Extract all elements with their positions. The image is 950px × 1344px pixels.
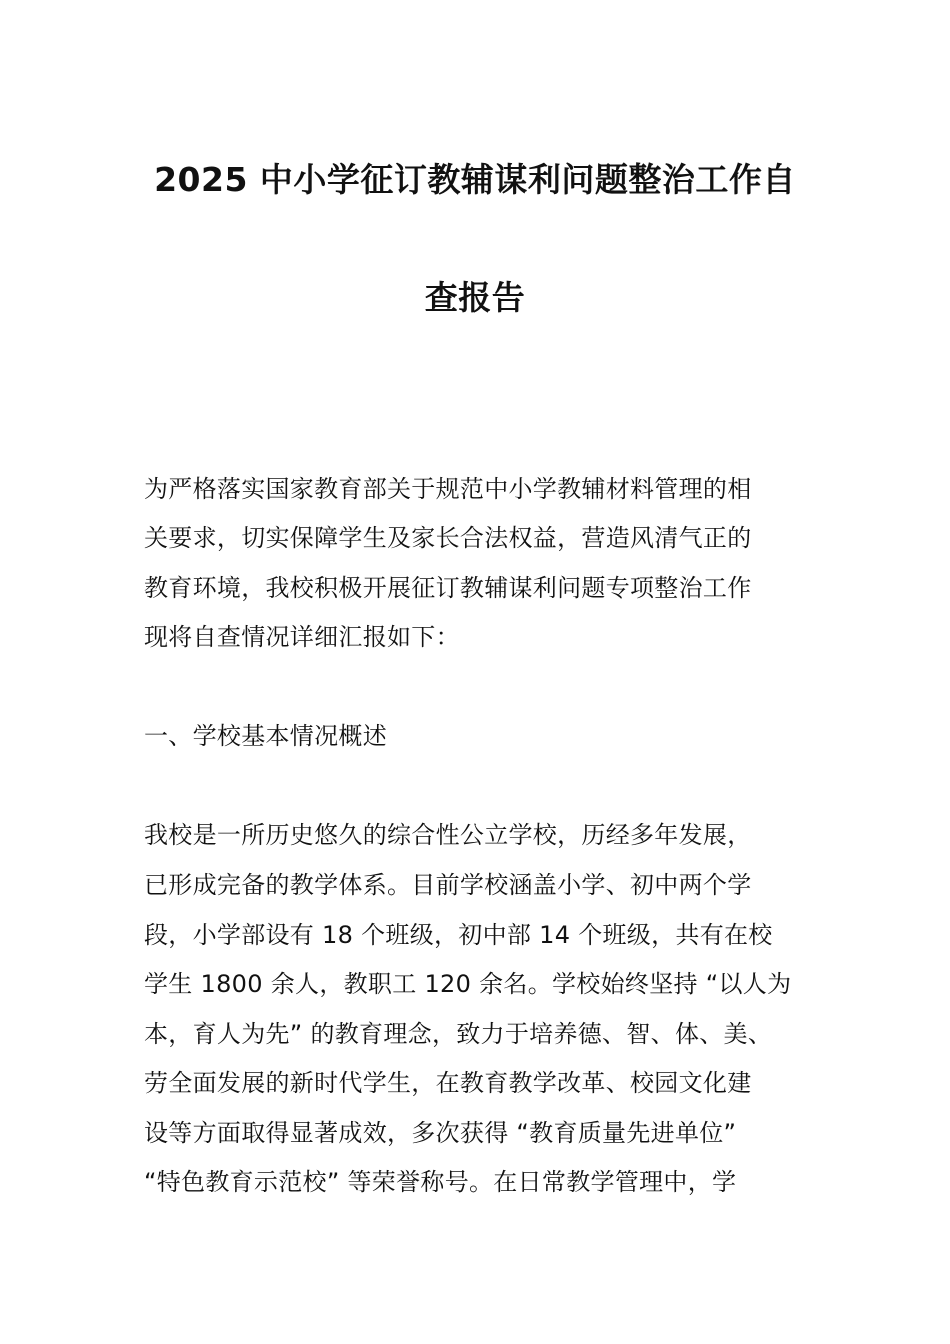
section-1-heading: 一、学校基本情况概述 [144,722,387,750]
intro-line-4: 现将自查情况详细汇报如下： [144,623,460,651]
section-1-line-2: 已形成完备的教学体系。目前学校涵盖小学、初中两个学 [144,871,752,899]
document-title-line-2: 查报告 [424,278,526,317]
section-1-line-1: 我校是一所历史悠久的综合性公立学校，历经多年发展， [144,821,752,849]
section-1-line-5: 本，育人为先” 的教育理念，致力于培养德、智、体、美、 [144,1020,773,1048]
section-1-line-3: 段，小学部设有 18 个班级，初中部 14 个班级，共有在校 [144,921,773,949]
intro-line-1: 为严格落实国家教育部关于规范中小学教辅材料管理的相 [144,475,752,503]
document-title-line-1: 2025 中小学征订教辅谋利问题整治工作自 [154,160,796,199]
intro-line-3: 教育环境，我校积极开展征订教辅谋利问题专项整治工作 [144,574,752,602]
section-1-line-7: 设等方面取得显著成效，多次获得 “教育质量先进单位” [144,1119,737,1147]
section-1-line-6: 劳全面发展的新时代学生，在教育教学改革、校园文化建 [144,1069,752,1097]
section-1-line-4: 学生 1800 余人，教职工 120 余名。学校始终坚持 “以人为 [144,970,792,998]
section-1-line-8: “特色教育示范校” 等荣誉称号。在日常教学管理中，学 [144,1168,737,1196]
intro-line-2: 关要求，切实保障学生及家长合法权益，营造风清气正的 [144,524,752,552]
